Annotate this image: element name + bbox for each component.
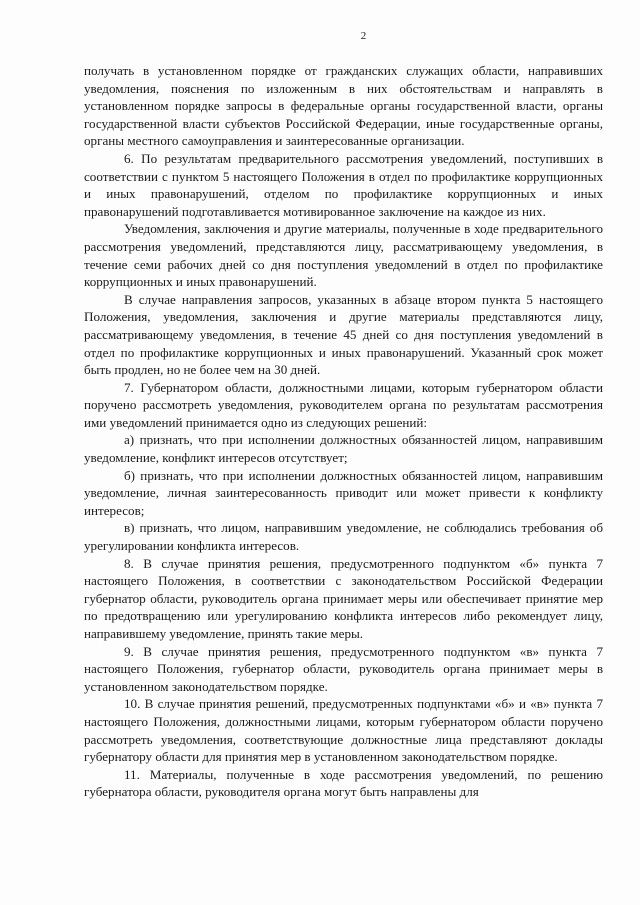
paragraph-11: 11. Материалы, полученные в ходе рассмотрения уведомлений, по решению губернатора области, руководителя органа могут быть направлены для (84, 766, 603, 800)
paragraph-7: 7. Губернатором области, должностными лицами, которым губернатором области поручено рассмотреть уведомления, руководителем органа по результатам рассмотрения ими уведомлений принимается одно из следующих решений: (84, 379, 603, 430)
paragraph-8: 8. В случае принятия решения, предусмотренного подпунктом «б» пункта 7 настоящего Положения, в соответствии с законодательством Российской Федерации губернатор области, руководитель органа принимает меры или обеспечивает принятие мер по предотвращению или урегулированию конфликта интересов либо рекомендует лицу, направившему уведомление, принять такие меры. (84, 555, 603, 641)
paragraph-7-b: б) признать, что при исполнении должностных обязанностей лицом, направившим уведомление, личная заинтересованность приводит или может привести к конфликту интересов; (84, 467, 603, 518)
paragraph-6-requests: В случае направления запросов, указанных в абзаце втором пункта 5 настоящего Положения, уведомления, заключения и другие материалы представляются лицу, рассматривающему уведомления, в течение 45 дней со дня поступления уведомлений в отдел по профилактике коррупционных и иных правонарушений. Указанный срок может быть продлен, но не более чем на 30 дней. (84, 291, 603, 378)
paragraph-6-materials: Уведомления, заключения и другие материалы, полученные в ходе предварительного рассмотрения уведомлений, представляются лицу, рассматривающему уведомления, в течение семи рабочих дней со дня поступления уведомлений в отдел по профилактике коррупционных и иных правонарушений. (84, 221, 603, 290)
document-body (84, 62, 603, 801)
paragraph-continuation: получать в установленном порядке от гражданских служащих области, направивших уведомления, пояснения по изложенным в них обстоятельствам и направлять в установленном порядке запросы в федеральные органы государственной власти, органы государственной власти субъектов Российской Федерации, иные государственные органы, органы местного самоуправления и заинтересованные организации. (84, 63, 603, 149)
paragraph-7-c: в) признать, что лицом, направившим уведомление, не соблюдались требования об урегулировании конфликта интересов. (84, 520, 603, 554)
paragraph-7-a: а) признать, что при исполнении должностных обязанностей лицом, направившим уведомление, конфликт интересов отсутствует; (84, 432, 603, 466)
paragraph-9: 9. В случае принятия решения, предусмотренного подпунктом «в» пункта 7 настоящего Положения, губернатор области, руководитель органа принимает меры в установленном законодательством порядке. (84, 643, 603, 694)
paragraph-10: 10. В случае принятия решений, предусмотренных подпунктами «б» и «в» пункта 7 настоящего Положения, должностными лицами, которым губернатором области поручено рассмотреть уведомления, соответствующие должностные лица представляют доклады губернатору области для принятия мер в установленном законодательством порядке. (84, 696, 603, 765)
page-number: 2 (360, 30, 367, 42)
paragraph-6: 6. По результатам предварительного рассмотрения уведомлений, поступивших в соответствии с пунктом 5 настоящего Положения в отдел по профилактике коррупционных и иных правонарушений, отделом по профилактике коррупционных и иных правонарушений подготавливается мотивированное заключение на каждое из них. (84, 150, 603, 219)
